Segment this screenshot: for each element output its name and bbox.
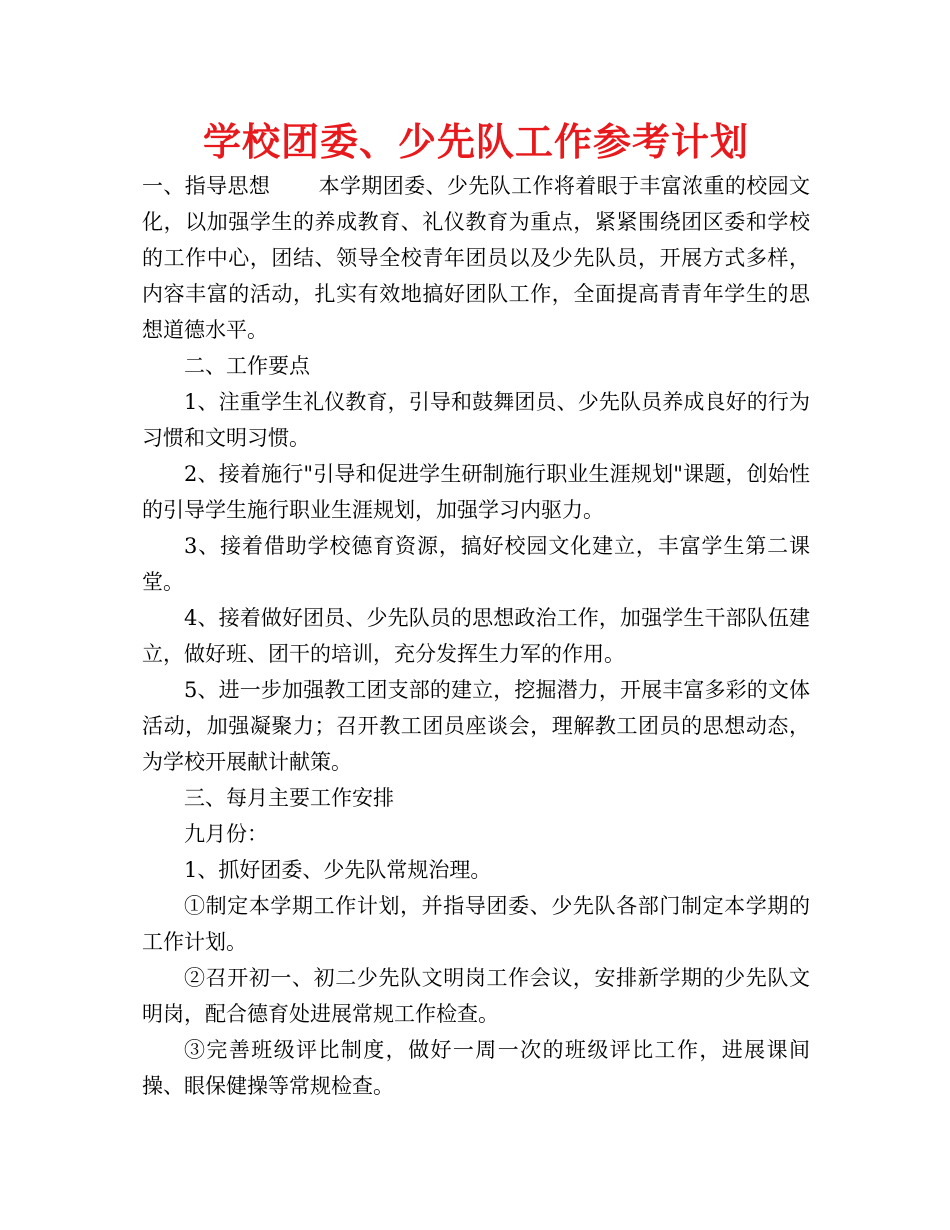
section3-item-4: ③完善班级评比制度，做好一周一次的班级评比工作，进展课间操、眼保健操等常规检查。 (142, 1038, 810, 1098)
section3-item-3: ②召开初一、初二少先队文明岗工作会议，安排新学期的少先队文明岗，配合德育处进展常规工作检查。 (142, 966, 810, 1026)
section1-heading: 一、指导思想 (142, 174, 271, 198)
section2-item-4: 4、接着做好团员、少先队员的思想政治工作，加强学生干部队伍建立，做好班、团干的培训，充分发挥生力军的作用。 (142, 606, 810, 666)
document-page (142, 116, 810, 1104)
section3-month: 九月份： (184, 822, 268, 846)
section3-item-2: ①制定本学期工作计划，并指导团委、少先队各部门制定本学期的工作计划。 (142, 894, 810, 954)
document-body (142, 168, 810, 1104)
section1-text: 本学期团委、少先队工作将着眼于丰富浓重的校园文化，以加强学生的养成教育、礼仪教育为重点，紧紧围绕团区委和学校的工作中心，团结、领导全校青年团员以及少先队员，开展方式多样，内容丰富的活动，扎实有效地搞好团队工作，全面提高青青年学生的思想道德水平。 (142, 174, 811, 342)
section3-item-1: 1、抓好团委、少先队常规治理。 (184, 858, 492, 882)
section2-item-2: 2、接着施行"引导和促进学生研制施行职业生涯规划"课题，创始性的引导学生施行职业生涯规划，加强学习内驱力。 (142, 462, 810, 522)
document-title: 学校团委、少先队工作参考计划 (202, 120, 749, 164)
section2-item-1: 1、注重学生礼仪教育，引导和鼓舞团员、少先队员养成良好的行为习惯和文明习惯。 (142, 390, 810, 450)
section1-paragraph (142, 168, 810, 348)
section2-heading: 二、工作要点 (184, 354, 310, 378)
section3-heading: 三、每月主要工作安排 (184, 786, 394, 810)
section2-item-5: 5、进一步加强教工团支部的建立，挖掘潜力，开展丰富多彩的文体活动，加强凝聚力；召开教工团员座谈会，理解教工团员的思想动态，为学校开展献计献策。 (142, 678, 810, 774)
section2-item-3: 3、接着借助学校德育资源，搞好校园文化建立，丰富学生第二课堂。 (142, 534, 810, 594)
